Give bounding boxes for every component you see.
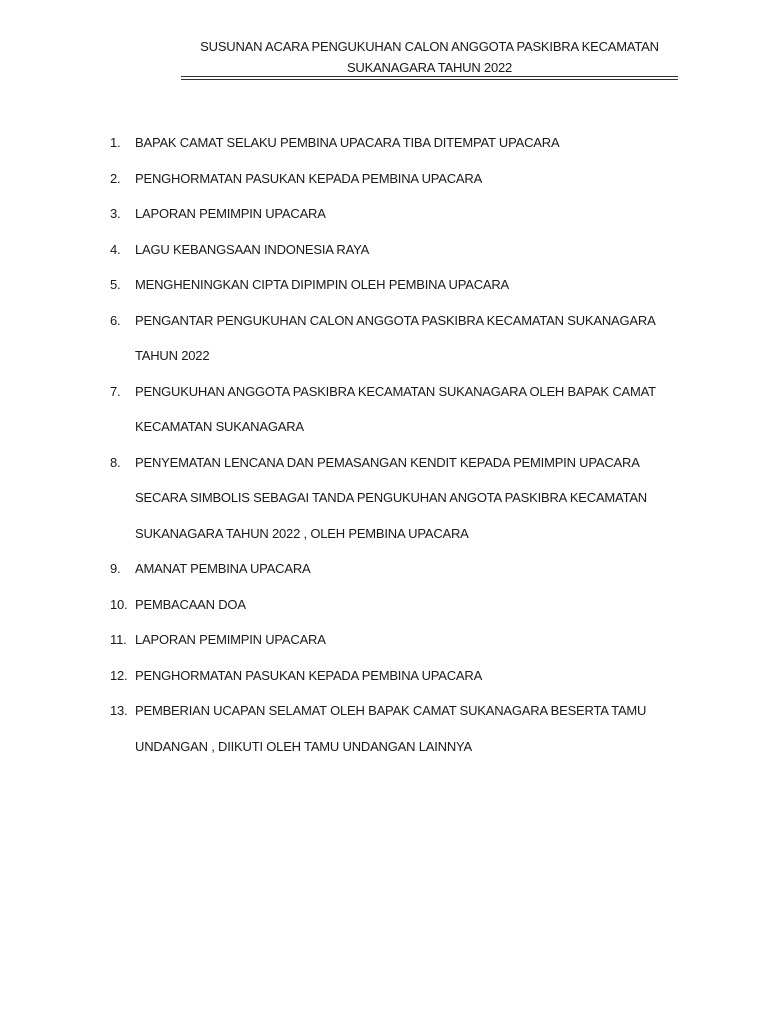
- list-item: [110, 622, 670, 658]
- list-item-text: PENGHORMATAN PASUKAN KEPADA PEMBINA UPACARA: [135, 667, 483, 683]
- list-item: [110, 267, 670, 303]
- list-item: [110, 303, 670, 374]
- list-item-text: AMANAT PEMBINA UPACARA: [135, 561, 311, 576]
- list-item-text: PENGUKUHAN ANGGOTA PASKIBRA KECAMATAN SUKANAGARA OLEH BAPAK CAMAT KECAMATAN SUKANAGARA: [135, 383, 656, 434]
- list-item-number: 5.: [110, 277, 121, 292]
- list-item-number: 12.: [110, 667, 128, 683]
- list-item: [110, 374, 670, 445]
- title-divider-bottom: [181, 79, 678, 80]
- list-item: [110, 587, 670, 623]
- list-item-text: PEMBERIAN UCAPAN SELAMAT OLEH BAPAK CAMAT SUKANAGARA BESERTA TAMU UNDANGAN , DIIKUTI OLEH TAMU UNDANGAN LAINNYA: [135, 703, 647, 754]
- list-item: [110, 232, 670, 268]
- list-item-number: 11.: [110, 632, 127, 647]
- list-item-text: BAPAK CAMAT SELAKU PEMBINA UPACARA TIBA DITEMPAT UPACARA: [135, 135, 560, 150]
- list-item-number: 8.: [110, 454, 121, 470]
- list-item-text: PENYEMATAN LENCANA DAN PEMASANGAN KENDIT KEPADA PEMIMPIN UPACARA SECARA SIMBOLIS SEBAGAI TANDA PENGUKUHAN ANGOTA PASKIBRA KECAMATAN SUKANAGARA TAHUN 2022 , OLEH PEMBINA UPACARA: [135, 454, 647, 541]
- list-item-number: 6.: [110, 312, 121, 328]
- list-item: [110, 658, 670, 694]
- list-item-number: 13.: [110, 703, 128, 718]
- list-item: [110, 196, 670, 232]
- list-item-number: 7.: [110, 383, 121, 399]
- document-title: SUSUNAN ACARA PENGUKUHAN CALON ANGGOTA PASKIBRA KECAMATAN SUKANAGARA TAHUN 2022: [200, 39, 659, 75]
- list-item-number: 9.: [110, 561, 121, 576]
- list-item-number: 1.: [110, 135, 121, 150]
- list-item: [110, 161, 670, 197]
- list-item-text: PEMBACAAN DOA: [135, 596, 246, 612]
- list-item-text: PENGHORMATAN PASUKAN KEPADA PEMBINA UPACARA: [135, 170, 483, 186]
- list-item-text: PENGANTAR PENGUKUHAN CALON ANGGOTA PASKIBRA KECAMATAN SUKANAGARA TAHUN 2022: [135, 312, 656, 363]
- list-item-text: MENGHENINGKAN CIPTA DIPIMPIN OLEH PEMBINA UPACARA: [135, 277, 510, 292]
- list-item: [110, 693, 670, 764]
- list-item: [110, 551, 670, 587]
- document-header: [181, 36, 678, 78]
- list-item-text: LAGU KEBANGSAAN INDONESIA RAYA: [135, 241, 370, 257]
- list-item-text: LAPORAN PEMIMPIN UPACARA: [135, 206, 326, 221]
- list-item: [110, 445, 670, 552]
- list-item-text: LAPORAN PEMIMPIN UPACARA: [135, 632, 326, 647]
- agenda-list: [110, 125, 670, 764]
- list-item-number: 4.: [110, 241, 121, 257]
- list-item: [110, 125, 670, 161]
- list-item-number: 2.: [110, 170, 121, 186]
- title-divider-top: [181, 76, 678, 77]
- list-item-number: 3.: [110, 206, 121, 221]
- list-item-number: 10.: [110, 596, 128, 612]
